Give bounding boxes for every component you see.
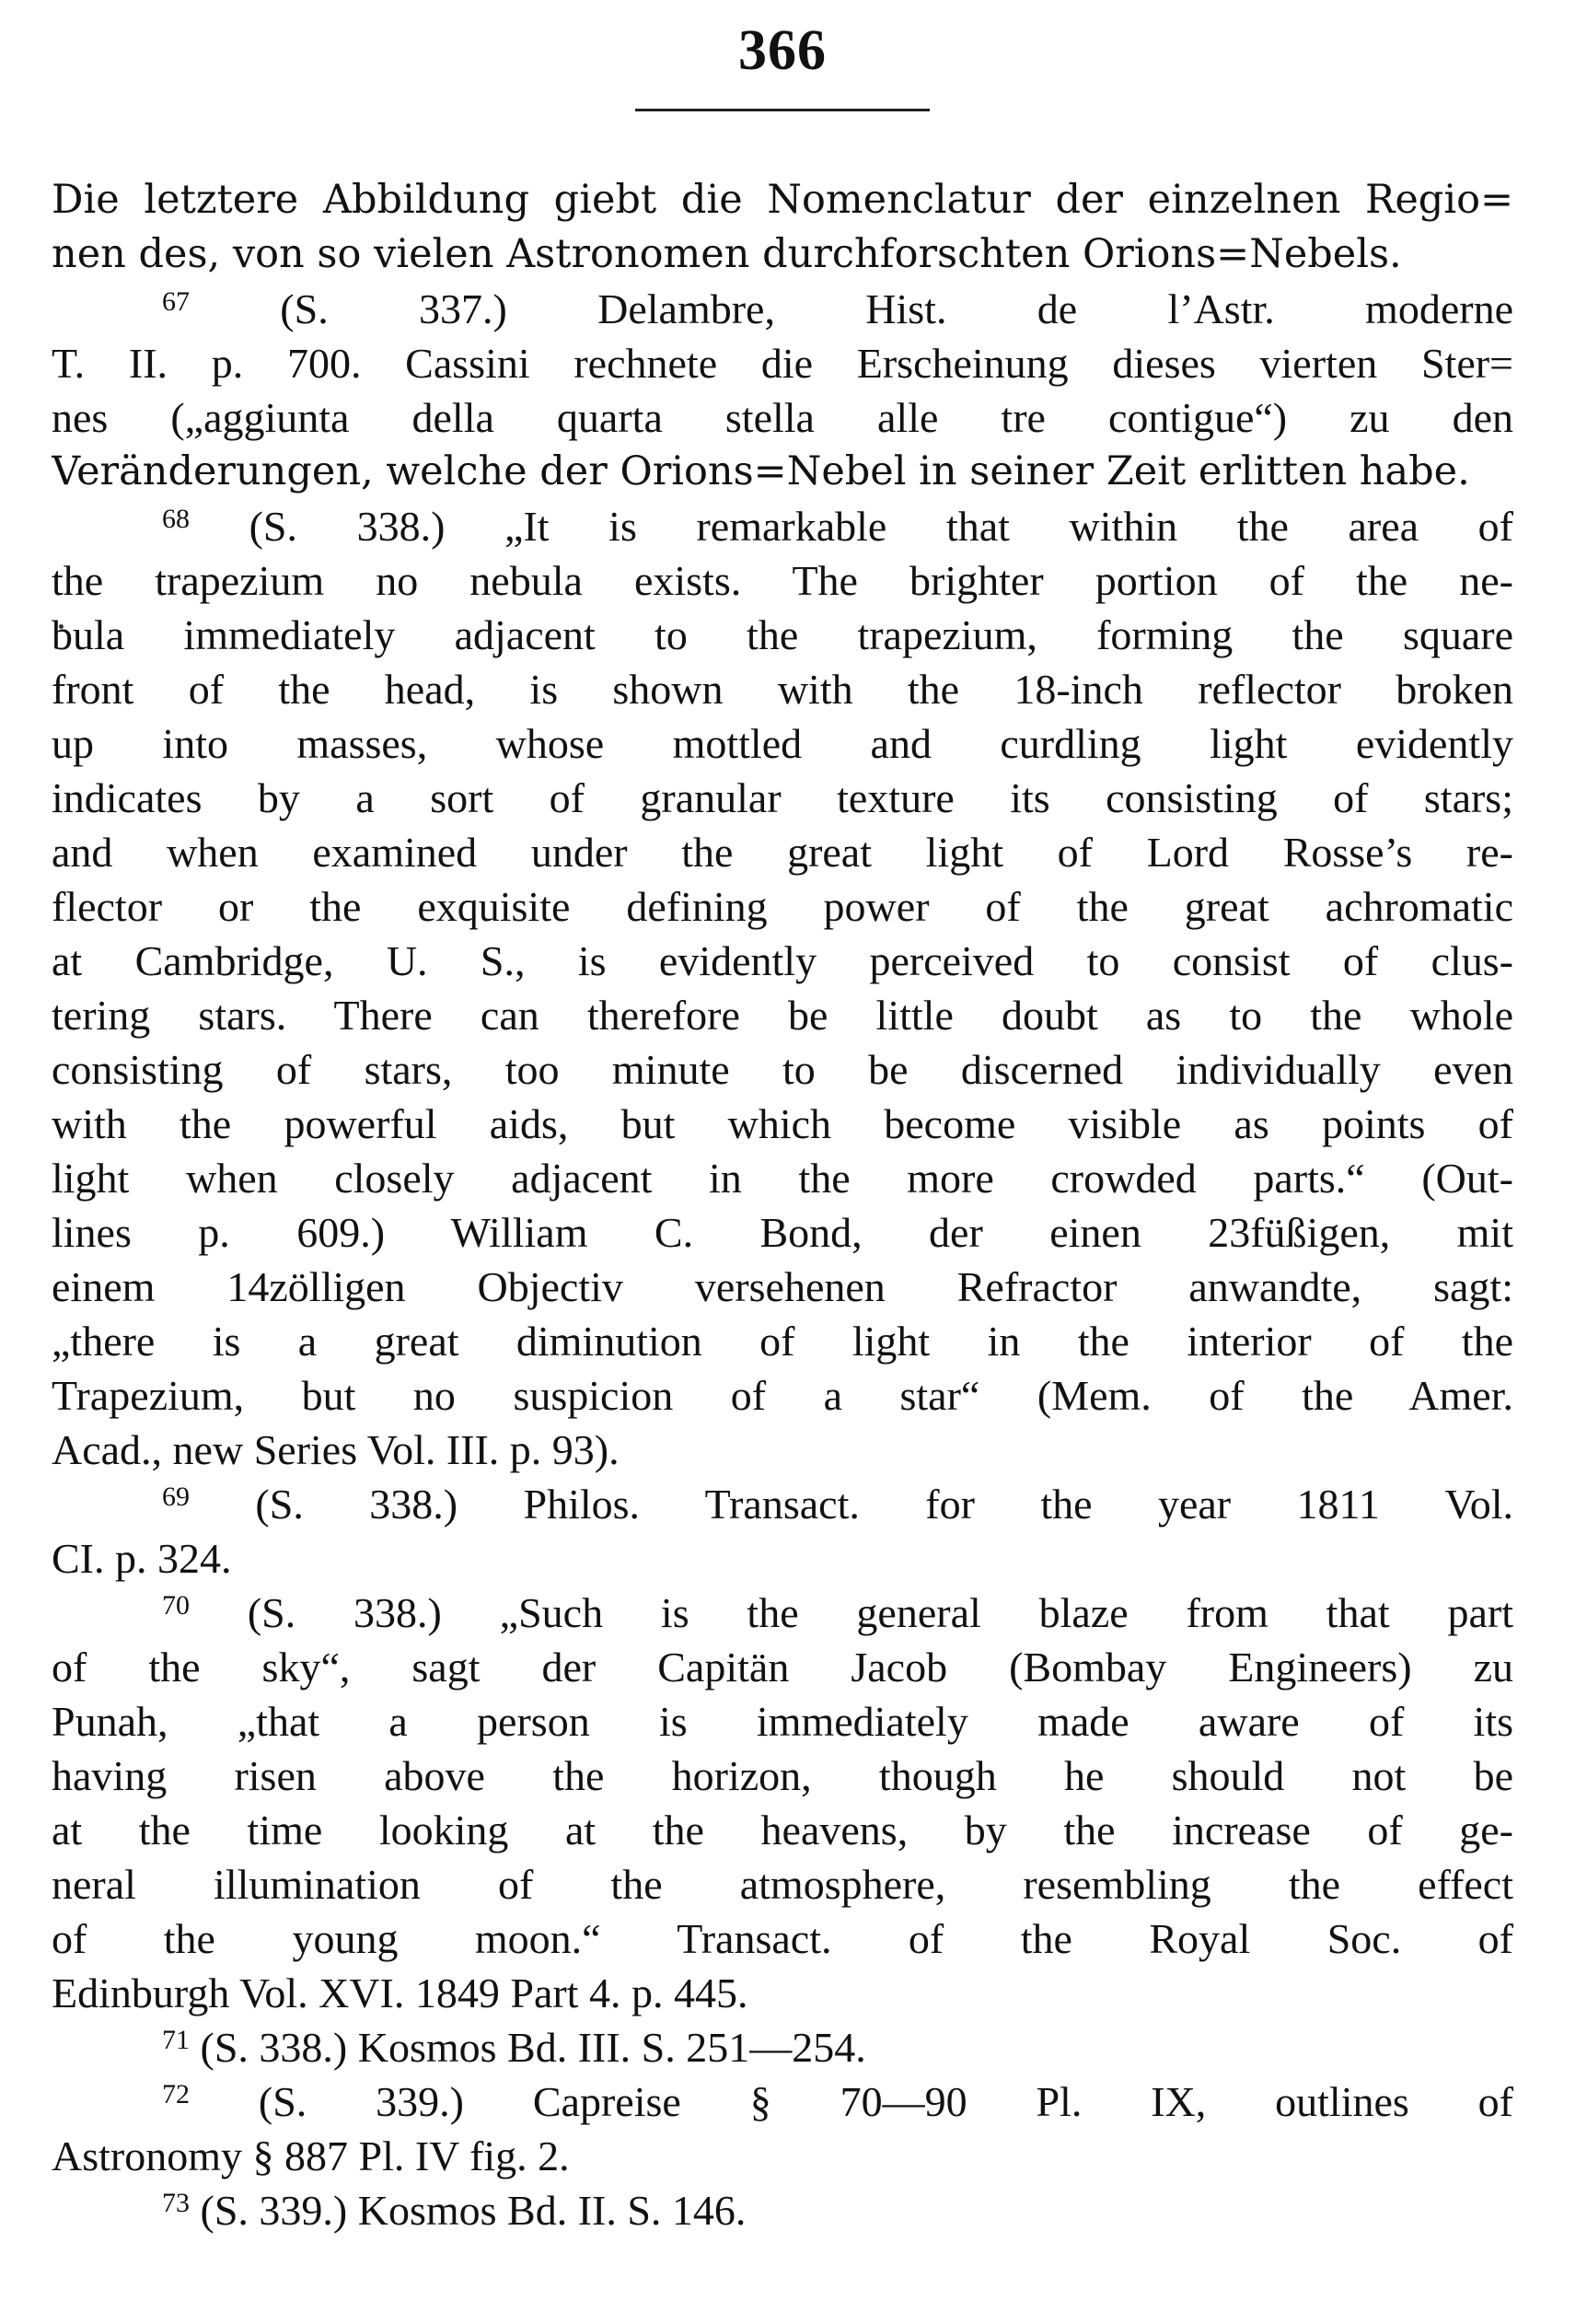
text-line — [52, 934, 1513, 988]
text-line — [52, 716, 1513, 771]
line-text: neral illumination of the atmosphere, resembling the effect — [52, 1861, 1513, 1908]
text-line — [52, 227, 1513, 282]
line-text: (S. 337.) Delambre, Hist. de l’Astr. moderne — [190, 285, 1513, 332]
footnote-number: 71 — [162, 2025, 190, 2055]
footnote-number: 68 — [162, 504, 190, 534]
text-line — [52, 1314, 1513, 1368]
text-line — [52, 1694, 1513, 1749]
line-text: CI. p. 324. — [52, 1535, 232, 1582]
line-text: Veränderungen, welche der Orions=Nebel in seiner Zeit erlitten habe. — [52, 448, 1470, 494]
footnote-number: 67 — [162, 286, 190, 317]
text-line — [52, 1640, 1513, 1694]
line-text: (S. 339.) Capreise § 70—90 Pl. IX, outlines of — [190, 2078, 1513, 2125]
text-line — [52, 2074, 1513, 2129]
line-text: light when closely adjacent in the more crowded parts.“ (Out- — [52, 1155, 1513, 1202]
line-text: einem 14zölligen Objectiv versehenen Refractor anwandte, sagt: — [52, 1263, 1513, 1310]
line-text: at the time looking at the heavens, by the increase of ge- — [52, 1807, 1513, 1853]
line-text: Die letztere Abbildung giebt die Nomenclatur der einzelnen Regio= — [52, 177, 1513, 223]
line-text: consisting of stars, too minute to be discerned individually even — [52, 1046, 1513, 1093]
line-text: tering stars. There can therefore be little doubt as to the whole — [52, 992, 1513, 1039]
text-line — [52, 336, 1513, 390]
text-line — [52, 1368, 1513, 1423]
line-text: of the young moon.“ Transact. of the Royal Soc. of — [52, 1915, 1513, 1962]
text-line — [52, 553, 1513, 608]
line-text: (S. 338.) Kosmos Bd. III. S. 251—254. — [190, 2024, 866, 2071]
page-number: 366 — [738, 19, 827, 82]
line-text: (S. 339.) Kosmos Bd. II. S. 146. — [190, 2187, 747, 2234]
footnote-text-block — [52, 173, 1513, 2237]
text-line — [52, 499, 1513, 553]
line-text: with the powerful aids, but which become visible as points of — [52, 1100, 1513, 1147]
text-line — [52, 1966, 1513, 2020]
footnote-number: 70 — [162, 1590, 190, 1621]
line-text: (S. 338.) Philos. Transact. for the year 1811 Vol. — [190, 1481, 1513, 1528]
line-text: the trapezium no nebula exists. The brighter portion of the ne- — [52, 557, 1513, 604]
text-line — [52, 2129, 1513, 2183]
line-text: Edinburgh Vol. XVI. 1849 Part 4. p. 445. — [52, 1970, 748, 2016]
text-line — [52, 1260, 1513, 1314]
line-text: at Cambridge, U. S., is evidently perceived to consist of clus- — [52, 937, 1513, 984]
text-line — [52, 825, 1513, 879]
text-line — [52, 879, 1513, 934]
line-text: Astronomy § 887 Pl. IV fig. 2. — [52, 2132, 570, 2179]
text-line — [52, 1857, 1513, 1911]
line-text: having risen above the horizon, though he should not be — [52, 1752, 1513, 1799]
line-text: T. II. p. 700. Cassini rechnete die Erscheinung dieses vierten Ster= — [52, 340, 1513, 387]
footnote-number: 72 — [162, 2079, 190, 2109]
text-line — [52, 1205, 1513, 1260]
text-line — [52, 1803, 1513, 1857]
footnote-number: 73 — [162, 2188, 190, 2218]
line-text: (S. 338.) „Such is the general blaze from that part — [190, 1589, 1513, 1636]
text-line — [52, 1749, 1513, 1803]
text-line — [52, 608, 1513, 662]
header-rule — [635, 109, 930, 111]
line-text: nen des, von so vielen Astronomen durchforschten Orions=Nebels. — [52, 231, 1402, 277]
text-line — [52, 2183, 1513, 2237]
text-line — [52, 988, 1513, 1042]
line-text: nes („aggiunta della quarta stella alle tre contigue“) zu den — [52, 394, 1513, 441]
text-line — [52, 1586, 1513, 1640]
footnote-number: 69 — [162, 1482, 190, 1512]
line-text: of the sky“, sagt der Capitän Jacob (Bombay Engineers) zu — [52, 1644, 1513, 1691]
line-text: bula immediately adjacent to the trapezium, forming the square — [52, 611, 1513, 658]
line-text: „there is a great diminution of light in the interior of the — [52, 1318, 1513, 1365]
text-line — [52, 1911, 1513, 1966]
text-line — [52, 173, 1513, 227]
line-text: flector or the exquisite defining power of the great achromatic — [52, 883, 1513, 930]
text-line — [52, 1531, 1513, 1586]
line-text: and when examined under the great light of Lord Rosse’s re- — [52, 829, 1513, 876]
book-page — [52, 0, 1513, 2324]
text-line — [52, 390, 1513, 445]
text-line — [52, 1097, 1513, 1151]
line-text: Punah, „that a person is immediately made aware of its — [52, 1698, 1513, 1745]
text-line — [52, 662, 1513, 716]
line-text: front of the head, is shown with the 18-inch reflector broken — [52, 666, 1513, 713]
text-line — [52, 2020, 1513, 2074]
text-line — [52, 1042, 1513, 1097]
line-text: (S. 338.) „It is remarkable that within the area of — [190, 503, 1513, 550]
text-line — [52, 771, 1513, 825]
line-text: indicates by a sort of granular texture its consisting of stars; — [52, 774, 1513, 821]
text-line — [52, 1423, 1513, 1477]
line-text: Acad., new Series Vol. III. p. 93). — [52, 1426, 620, 1473]
text-line — [52, 1151, 1513, 1205]
line-text: Trapezium, but no suspicion of a star“ (Mem. of the Amer. — [52, 1372, 1513, 1419]
line-text: lines p. 609.) William C. Bond, der einen 23füßigen, mit — [52, 1209, 1513, 1256]
text-line — [52, 445, 1513, 499]
line-text: up into masses, whose mottled and curdling light evidently — [52, 720, 1513, 767]
text-line — [52, 282, 1513, 336]
text-line — [52, 1477, 1513, 1531]
